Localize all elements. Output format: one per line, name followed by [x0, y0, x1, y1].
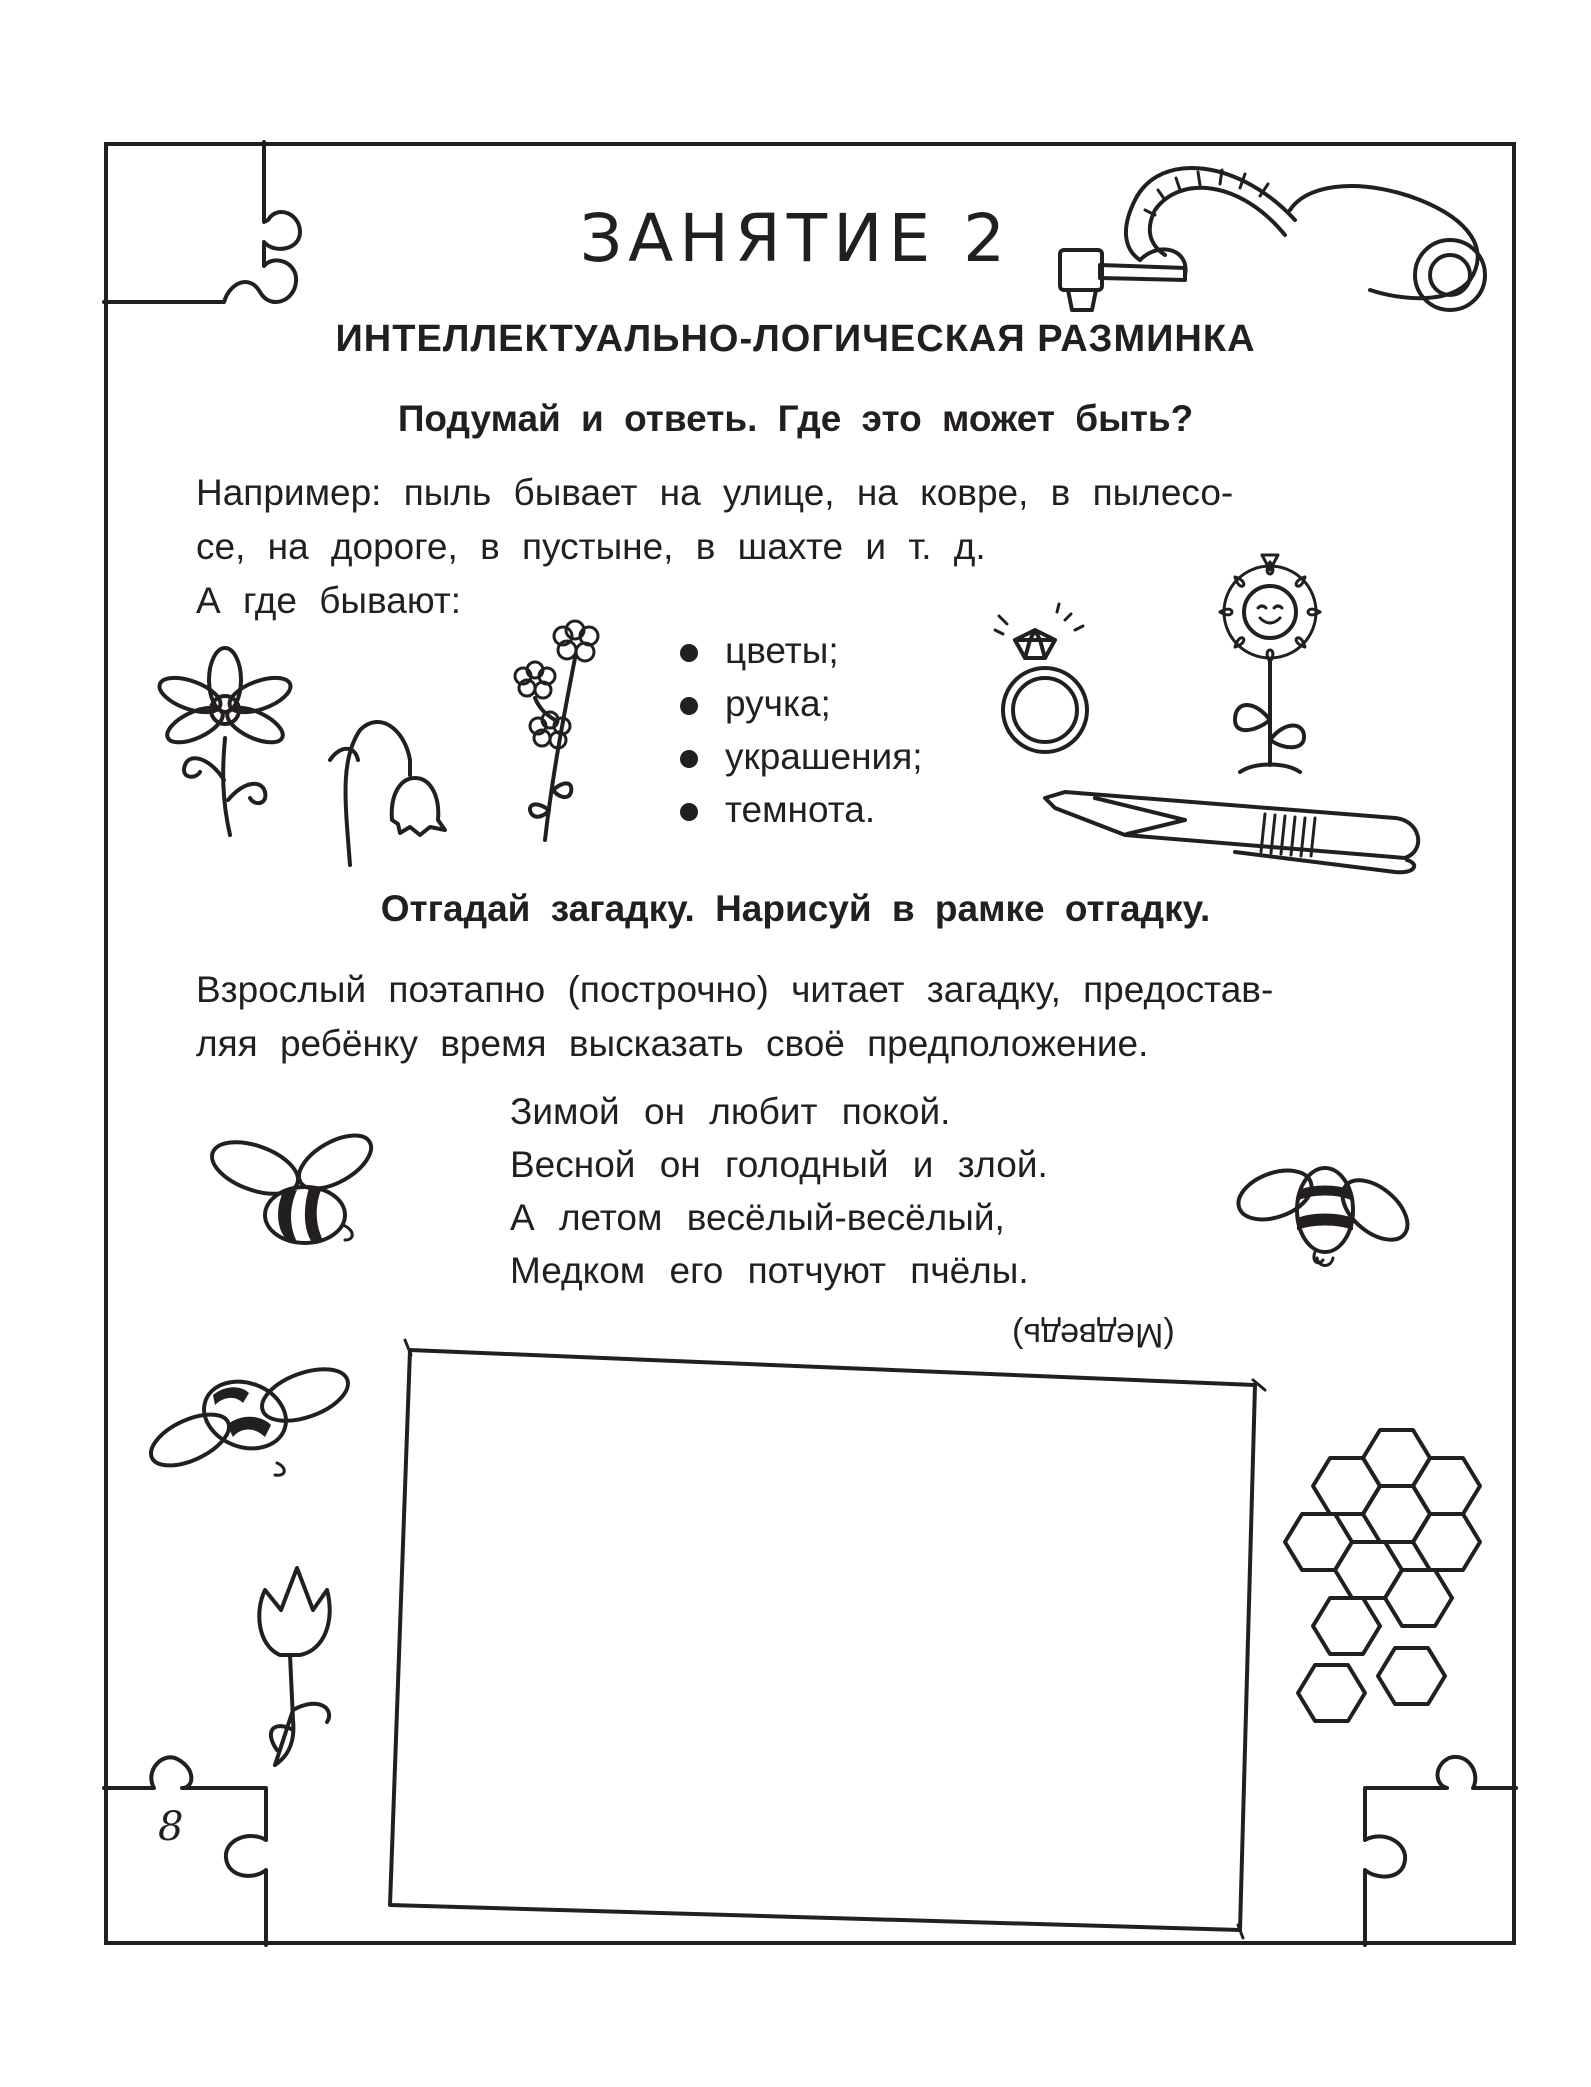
- example-line: Например: пыль бывает на улице, на ковре, в пылесо-: [196, 472, 1234, 513]
- page-number: 8: [158, 1804, 184, 1850]
- bee-icon: [1235, 1140, 1415, 1290]
- riddle-line: Весной он голодный и злой.: [510, 1144, 1048, 1185]
- list-item: ручка;: [680, 677, 923, 730]
- lesson-title: ЗАНЯТИЕ 2: [579, 200, 1012, 277]
- bee-icon: [145, 1355, 355, 1485]
- task1-heading: Подумай и ответь. Где это может быть?: [397, 398, 1194, 439]
- items-list: [680, 624, 923, 836]
- bee-icon: [205, 1130, 395, 1260]
- puzzle-piece-icon: [1355, 1730, 1516, 1945]
- riddle-line: Зимой он любит покой.: [510, 1091, 951, 1132]
- riddle-line: Медком его потчуют пчёлы.: [510, 1250, 1029, 1291]
- riddle-text: [510, 1085, 1048, 1297]
- honeycomb-icon: [1285, 1430, 1505, 1730]
- task2-heading: Отгадай загадку. Нарисуй в рамке отгадку.: [380, 888, 1211, 929]
- answer-drawing-frame[interactable]: [385, 1340, 1265, 1940]
- riddle-line: А летом весёлый-весёлый,: [510, 1197, 1005, 1238]
- question-text: А где бывают:: [196, 580, 462, 621]
- daisy-flower-icon: [150, 640, 300, 840]
- task2-instruction: [196, 963, 1273, 1071]
- section-title: ИНТЕЛЛЕКТУАЛЬНО-ЛОГИЧЕСКАЯ РАЗМИНКА: [335, 318, 1256, 360]
- pen-icon: [1035, 780, 1435, 890]
- list-item: цветы;: [680, 624, 923, 677]
- bellflower-icon: [320, 700, 500, 870]
- task1-example: [196, 466, 1233, 628]
- example-line: се, на дороге, в пустыне, в шахте и т. д.: [196, 526, 986, 567]
- tulip-icon: [235, 1560, 365, 1770]
- list-item: темнота.: [680, 783, 923, 836]
- small-flowers-icon: [505, 610, 615, 850]
- diamond-ring-icon: [985, 610, 1115, 760]
- instruction-line: Взрослый поэтапно (построчно) читает загадку, предостав-: [196, 969, 1274, 1010]
- riddle-answer: (Медведь): [1012, 1316, 1175, 1354]
- smiling-flower-icon: [1200, 550, 1340, 780]
- list-item: украшения;: [680, 730, 923, 783]
- instruction-line: ляя ребёнку время высказать своё предположение.: [196, 1023, 1149, 1064]
